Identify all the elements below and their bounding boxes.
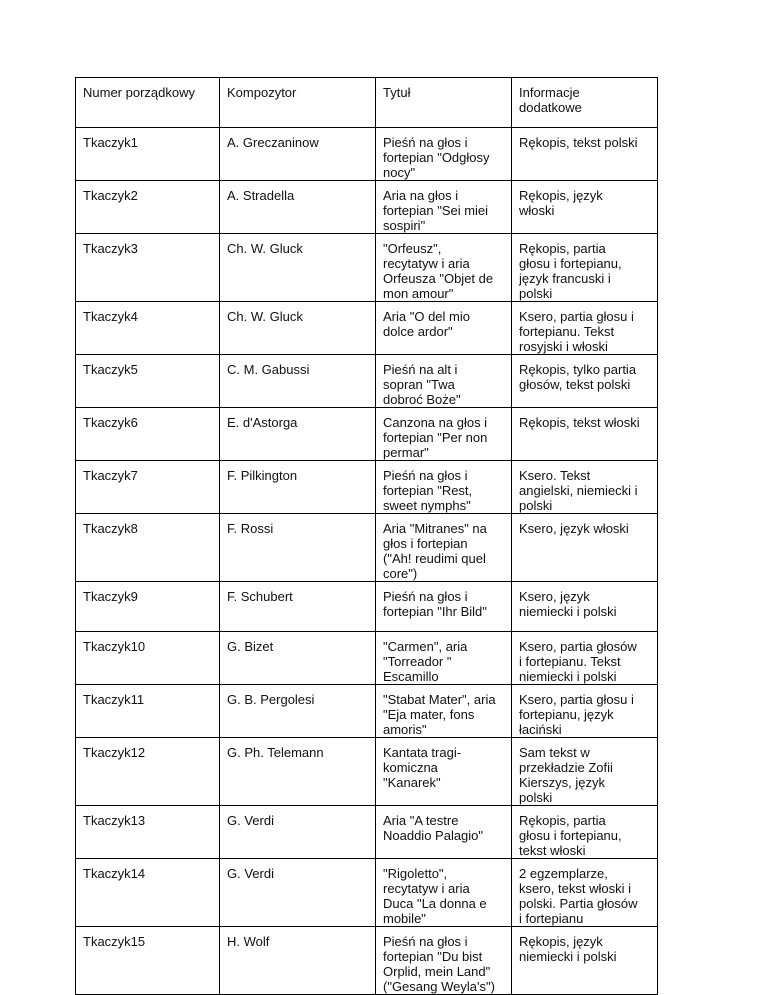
header-row <box>76 78 658 128</box>
row-info-text: Rękopis, język niemiecki i polski <box>519 934 617 964</box>
row-info <box>512 461 658 514</box>
row-nr-text: Tkaczyk2 <box>83 188 138 203</box>
row-nr <box>76 859 220 927</box>
row-info-text: Rękopis, tylko partia głosów, tekst polski <box>519 362 637 392</box>
row-info-text: 2 egzemplarze, ksero, tekst włoski i polski. Partia głosów i fortepianu <box>519 866 638 926</box>
row-composer-text: F. Pilkington <box>227 468 298 483</box>
row-nr <box>76 302 220 355</box>
row-info <box>512 128 658 181</box>
row-composer-text: G. Ph. Telemann <box>227 745 324 760</box>
row-title-text: Pieśń na głos i fortepian "Rest, sweet nymphs" <box>383 468 473 513</box>
row-composer <box>220 806 376 859</box>
table-row <box>76 234 658 302</box>
row-nr <box>76 582 220 632</box>
row-title-text: Pieśń na głos i fortepian "Ihr Bild" <box>383 589 487 619</box>
row-composer <box>220 355 376 408</box>
row-info <box>512 859 658 927</box>
row-info-text: Rękopis, partia głosu i fortepianu, język francuski i polski <box>519 241 622 301</box>
row-nr-text: Tkaczyk1 <box>83 135 138 150</box>
row-title <box>376 632 512 685</box>
row-info <box>512 234 658 302</box>
row-nr <box>76 806 220 859</box>
row-composer <box>220 234 376 302</box>
row-composer <box>220 738 376 806</box>
row-info <box>512 632 658 685</box>
row-nr-text: Tkaczyk13 <box>83 813 146 828</box>
row-nr <box>76 234 220 302</box>
row-composer-text: A. Greczaninow <box>227 135 319 150</box>
row-info-text: Rękopis, partia głosu i fortepianu, tekst włoski <box>519 813 622 858</box>
row-nr-text: Tkaczyk9 <box>83 589 138 604</box>
row-info <box>512 408 658 461</box>
row-composer-text: F. Rossi <box>227 521 274 536</box>
row-title-text: Pieśń na głos i fortepian "Odgłosy nocy" <box>383 135 490 180</box>
row-nr <box>76 128 220 181</box>
row-info-text: Ksero, język niemiecki i polski <box>519 589 617 619</box>
row-title-text: Pieśń na alt i sopran "Twa dobroć Boże" <box>383 362 461 407</box>
row-info <box>512 355 658 408</box>
row-composer <box>220 128 376 181</box>
row-title <box>376 806 512 859</box>
table-row <box>76 514 658 582</box>
row-composer-text: G. Bizet <box>227 639 274 654</box>
row-title <box>376 685 512 738</box>
row-info <box>512 685 658 738</box>
row-composer <box>220 927 376 995</box>
row-title-text: Kantata tragi- komiczna "Kanarek" <box>383 745 462 790</box>
row-info-text: Ksero, język włoski <box>519 521 629 536</box>
row-info-text: Ksero, partia głosu i fortepianu, język łaciński <box>519 692 634 737</box>
row-nr-text: Tkaczyk11 <box>83 692 145 707</box>
row-title <box>376 927 512 995</box>
row-title <box>376 859 512 927</box>
row-nr-text: Tkaczyk14 <box>83 866 146 881</box>
catalog-table <box>75 77 658 995</box>
row-composer <box>220 181 376 234</box>
row-title <box>376 408 512 461</box>
row-nr <box>76 461 220 514</box>
row-composer-text: G. Verdi <box>227 813 274 828</box>
row-nr <box>76 514 220 582</box>
table-row <box>76 859 658 927</box>
row-composer-text: Ch. W. Gluck <box>227 309 303 324</box>
row-title <box>376 514 512 582</box>
row-nr-text: Tkaczyk8 <box>83 521 138 536</box>
row-composer-text: H. Wolf <box>227 934 270 949</box>
row-nr-text: Tkaczyk5 <box>83 362 138 377</box>
row-nr <box>76 181 220 234</box>
row-info-text: Sam tekst w przekładzie Zofii Kierszys, język polski <box>519 745 613 805</box>
table-row <box>76 128 658 181</box>
row-nr <box>76 408 220 461</box>
row-info <box>512 806 658 859</box>
table-row <box>76 806 658 859</box>
row-info <box>512 514 658 582</box>
row-title <box>376 181 512 234</box>
row-nr-text: Tkaczyk7 <box>83 468 138 483</box>
row-info-text: Ksero, partia głosu i fortepianu. Tekst rosyjski i włoski <box>519 309 634 354</box>
row-title-text: "Rigoletto", recytatyw i aria Duca "La donna e mobile" <box>383 866 487 926</box>
row-title-text: Aria na głos i fortepian "Sei miei sospiri" <box>383 188 489 233</box>
row-info-text: Rękopis, tekst włoski <box>519 415 640 430</box>
row-composer <box>220 859 376 927</box>
row-title-text: Aria "O del mio dolce ardor" <box>383 309 470 339</box>
row-nr-text: Tkaczyk3 <box>83 241 138 256</box>
row-info <box>512 927 658 995</box>
row-composer <box>220 514 376 582</box>
row-nr-text: Tkaczyk4 <box>83 309 138 324</box>
row-composer-text: Ch. W. Gluck <box>227 241 303 256</box>
header-composer: Kompozytor <box>220 78 376 128</box>
table-row <box>76 181 658 234</box>
row-composer-text: G. Verdi <box>227 866 274 881</box>
row-info <box>512 582 658 632</box>
row-composer-text: C. M. Gabussi <box>227 362 310 377</box>
row-nr-text: Tkaczyk10 <box>83 639 146 654</box>
row-title <box>376 355 512 408</box>
row-nr <box>76 927 220 995</box>
row-nr <box>76 355 220 408</box>
header-info: Informacje dodatkowe <box>512 78 658 128</box>
row-title <box>376 302 512 355</box>
row-title-text: "Carmen", aria "Torreador " Escamillo <box>383 639 468 684</box>
table-row <box>76 461 658 514</box>
header-nr: Numer porządkowy <box>76 78 220 128</box>
table-row <box>76 685 658 738</box>
row-title <box>376 738 512 806</box>
row-info <box>512 181 658 234</box>
row-composer-text: F. Schubert <box>227 589 293 604</box>
table-row <box>76 582 658 632</box>
table-row <box>76 355 658 408</box>
row-title-text: Canzona na głos i fortepian "Per non permar" <box>383 415 488 460</box>
row-info <box>512 302 658 355</box>
row-title-text: Pieśń na głos i fortepian "Du bist Orplid, mein Land" ("Gesang Weyla's") <box>383 934 495 994</box>
table-row <box>76 302 658 355</box>
row-title-text: "Orfeusz", recytatyw i aria Orfeusza "Objet de mon amour" <box>383 241 494 301</box>
row-title <box>376 128 512 181</box>
header-title: Tytuł <box>376 78 512 128</box>
table-row <box>76 408 658 461</box>
row-info <box>512 738 658 806</box>
row-composer <box>220 302 376 355</box>
row-title <box>376 582 512 632</box>
row-composer-text: E. d'Astorga <box>227 415 298 430</box>
row-composer <box>220 408 376 461</box>
row-nr <box>76 632 220 685</box>
row-composer <box>220 461 376 514</box>
row-nr-text: Tkaczyk6 <box>83 415 138 430</box>
row-composer <box>220 685 376 738</box>
row-info-text: Rękopis, tekst polski <box>519 135 638 150</box>
row-composer-text: G. B. Pergolesi <box>227 692 315 707</box>
table-row <box>76 632 658 685</box>
row-title <box>376 461 512 514</box>
row-title <box>376 234 512 302</box>
row-nr-text: Tkaczyk15 <box>83 934 146 949</box>
table-row <box>76 738 658 806</box>
row-info-text: Ksero, partia głosów i fortepianu. Tekst niemiecki i polski <box>519 639 637 684</box>
row-nr <box>76 685 220 738</box>
row-title-text: Aria "Mitranes" na głos i fortepian ("Ah! reudimi quel core") <box>383 521 487 581</box>
row-composer-text: A. Stradella <box>227 188 295 203</box>
row-nr <box>76 738 220 806</box>
row-composer <box>220 582 376 632</box>
row-composer <box>220 632 376 685</box>
row-nr-text: Tkaczyk12 <box>83 745 146 760</box>
table-row <box>76 927 658 995</box>
row-info-text: Rękopis, język włoski <box>519 188 603 218</box>
row-title-text: Aria "A testre Noaddio Palagio" <box>383 813 484 843</box>
row-title-text: "Stabat Mater", aria "Eja mater, fons amoris" <box>383 692 496 737</box>
row-info-text: Ksero. Tekst angielski, niemiecki i polski <box>519 468 638 513</box>
